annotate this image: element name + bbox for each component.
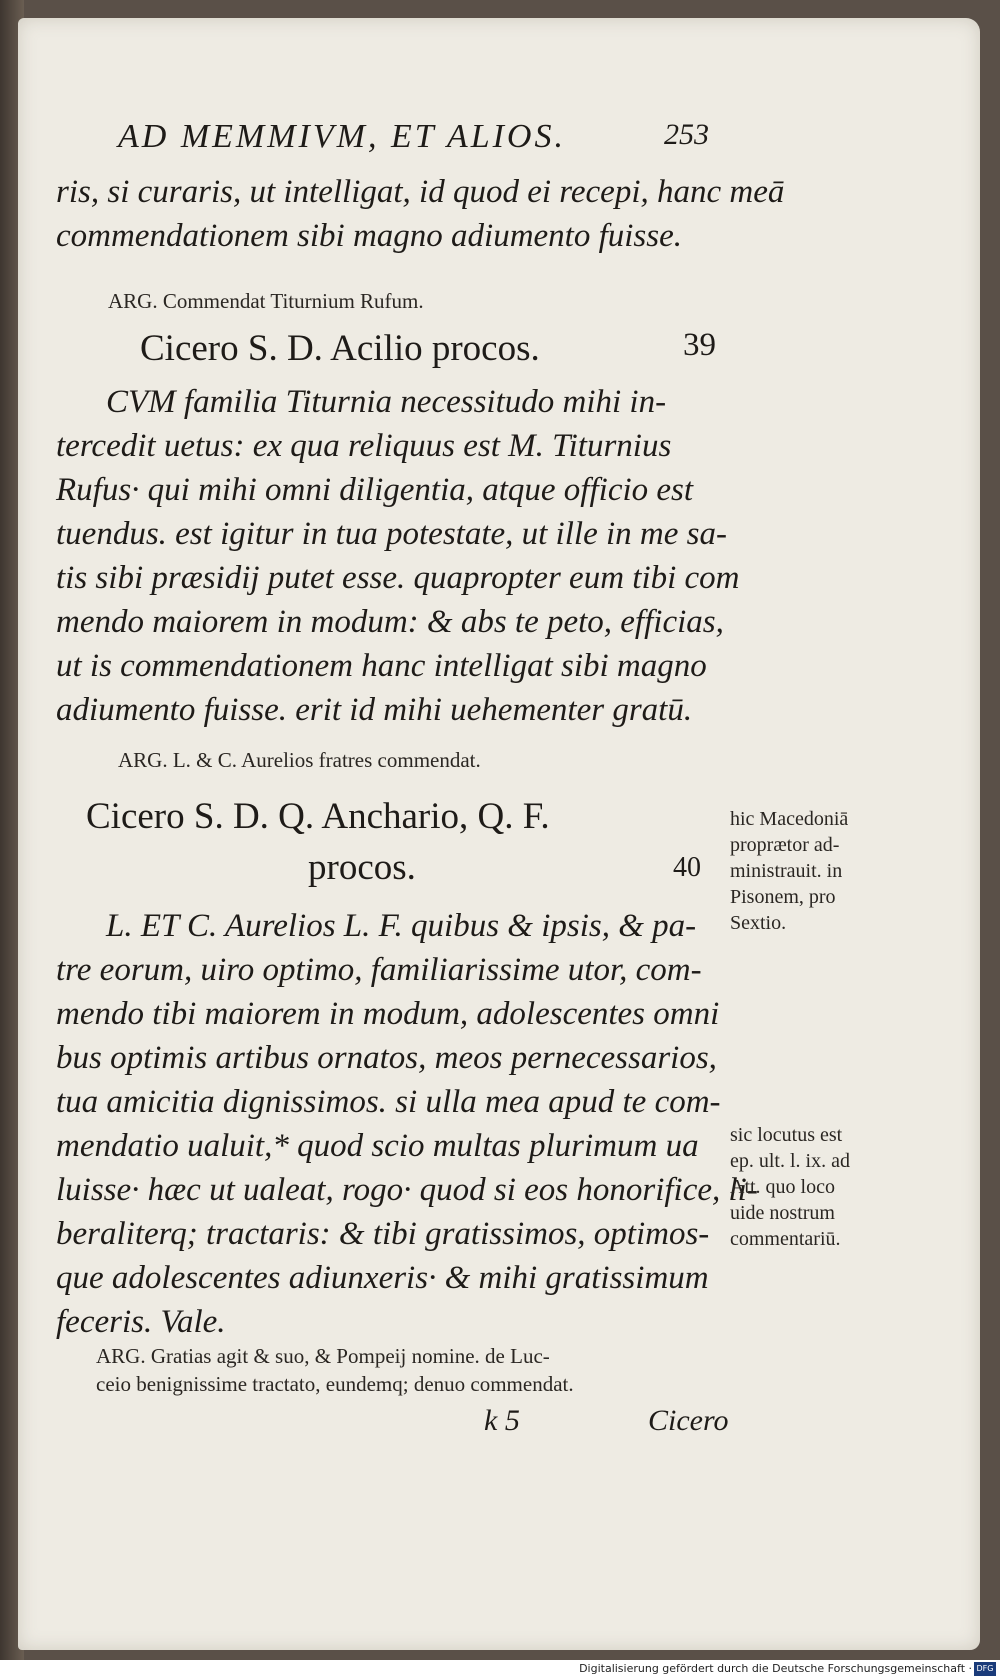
note-line: Pisonem, pro [730, 886, 836, 908]
text-line: luisse· hæc ut ualeat, rogo· quod si eos honorifice, li- [56, 1172, 758, 1208]
note-line: commentariū. [730, 1228, 841, 1250]
text-line: tis sibi præsidij putet esse. quapropter eum tibi com [56, 560, 740, 596]
note-line: uide nostrum [730, 1202, 835, 1224]
text-line: commendationem sibi magno adiumento fuisse. [56, 218, 683, 254]
letter-40-body [56, 904, 758, 1344]
text-line: tua amicitia dignissimos. si ulla mea apud te com- [56, 1084, 721, 1120]
letter-39-argument: ARG. Commendat Titurnium Rufum. [108, 289, 424, 313]
note-line: hic Macedoniā [730, 808, 849, 830]
margin-note-attica [730, 1122, 850, 1252]
text-line: L. ET C. Aurelios L. F. quibus & ipsis, & pa- [106, 908, 697, 944]
note-line: Att. quo loco [730, 1176, 835, 1198]
letter-41-argument-cont: ceio benignissime tractato, eundemq; denuo commendat. [96, 1372, 574, 1396]
text-line: CVM familia Titurnia necessitudo mihi in- [106, 384, 667, 420]
text-line: que adolescentes adiunxeris· & mihi gratissimum [56, 1260, 709, 1296]
note-line: ep. ult. l. ix. ad [730, 1150, 850, 1172]
text-line: adiumento fuisse. erit id mihi uehementer gratū. [56, 692, 693, 728]
margin-note-macedonia [730, 806, 848, 936]
letter-40-number: 40 [673, 852, 701, 883]
text-line: bus optimis artibus ornatos, meos pernecessarios, [56, 1040, 717, 1076]
text-line: mendatio ualuit,* quod scio multas plurimum ua [56, 1128, 699, 1164]
note-line: ministrauit. in [730, 860, 843, 882]
text-line: ut is commendationem hanc intelligat sibi magno [56, 648, 707, 684]
text-line: tuendus. est igitur in tua potestate, ut ille in me sa- [56, 516, 727, 552]
note-line: sic locutus est [730, 1124, 843, 1146]
page-number: 253 [664, 118, 709, 151]
letter-39-heading: Cicero S. D. Acilio procos. [140, 328, 540, 369]
text-line: mendo tibi maiorem in modum, adolescentes omni [56, 996, 720, 1032]
text-line: ris, si curaris, ut intelligat, id quod ei recepi, hanc meā [56, 174, 785, 210]
text-line: tre eorum, uiro optimo, familiarissime utor, com- [56, 952, 702, 988]
letter-40-heading-cont: procos. [308, 847, 416, 888]
text-line: tercedit uetus: ex qua reliquus est M. Titurnius [56, 428, 672, 464]
text-line: mendo maiorem in modum: & abs te peto, efficias, [56, 604, 724, 640]
text-line: beraliterq; tractaris: & tibi gratissimos, optimos- [56, 1216, 710, 1252]
letter-40-argument: ARG. L. & C. Aurelios fratres commendat. [118, 748, 481, 772]
running-title: AD MEMMIVM, ET ALIOS. [118, 118, 566, 155]
continuation-text [56, 170, 785, 258]
letter-41-argument: ARG. Gratias agit & suo, & Pompeij nomine. de Luc- [96, 1344, 550, 1368]
letter-39-number: 39 [683, 327, 716, 363]
footer-credit: Digitalisierung gefördert durch die Deutsche Forschungsgemeinschaft · [579, 1662, 972, 1675]
signature-mark: k 5 [484, 1404, 520, 1437]
note-line: Sextio. [730, 912, 787, 934]
letter-40-heading: Cicero S. D. Q. Anchario, Q. F. [86, 796, 550, 837]
letter-39-body [56, 380, 740, 732]
text-line: feceris. Vale. [56, 1304, 226, 1340]
note-line: proprætor ad- [730, 834, 840, 856]
catchword: Cicero [648, 1404, 729, 1437]
dfg-logo: DFG [974, 1662, 996, 1676]
text-line: Rufus· qui mihi omni diligentia, atque officio est [56, 472, 694, 508]
